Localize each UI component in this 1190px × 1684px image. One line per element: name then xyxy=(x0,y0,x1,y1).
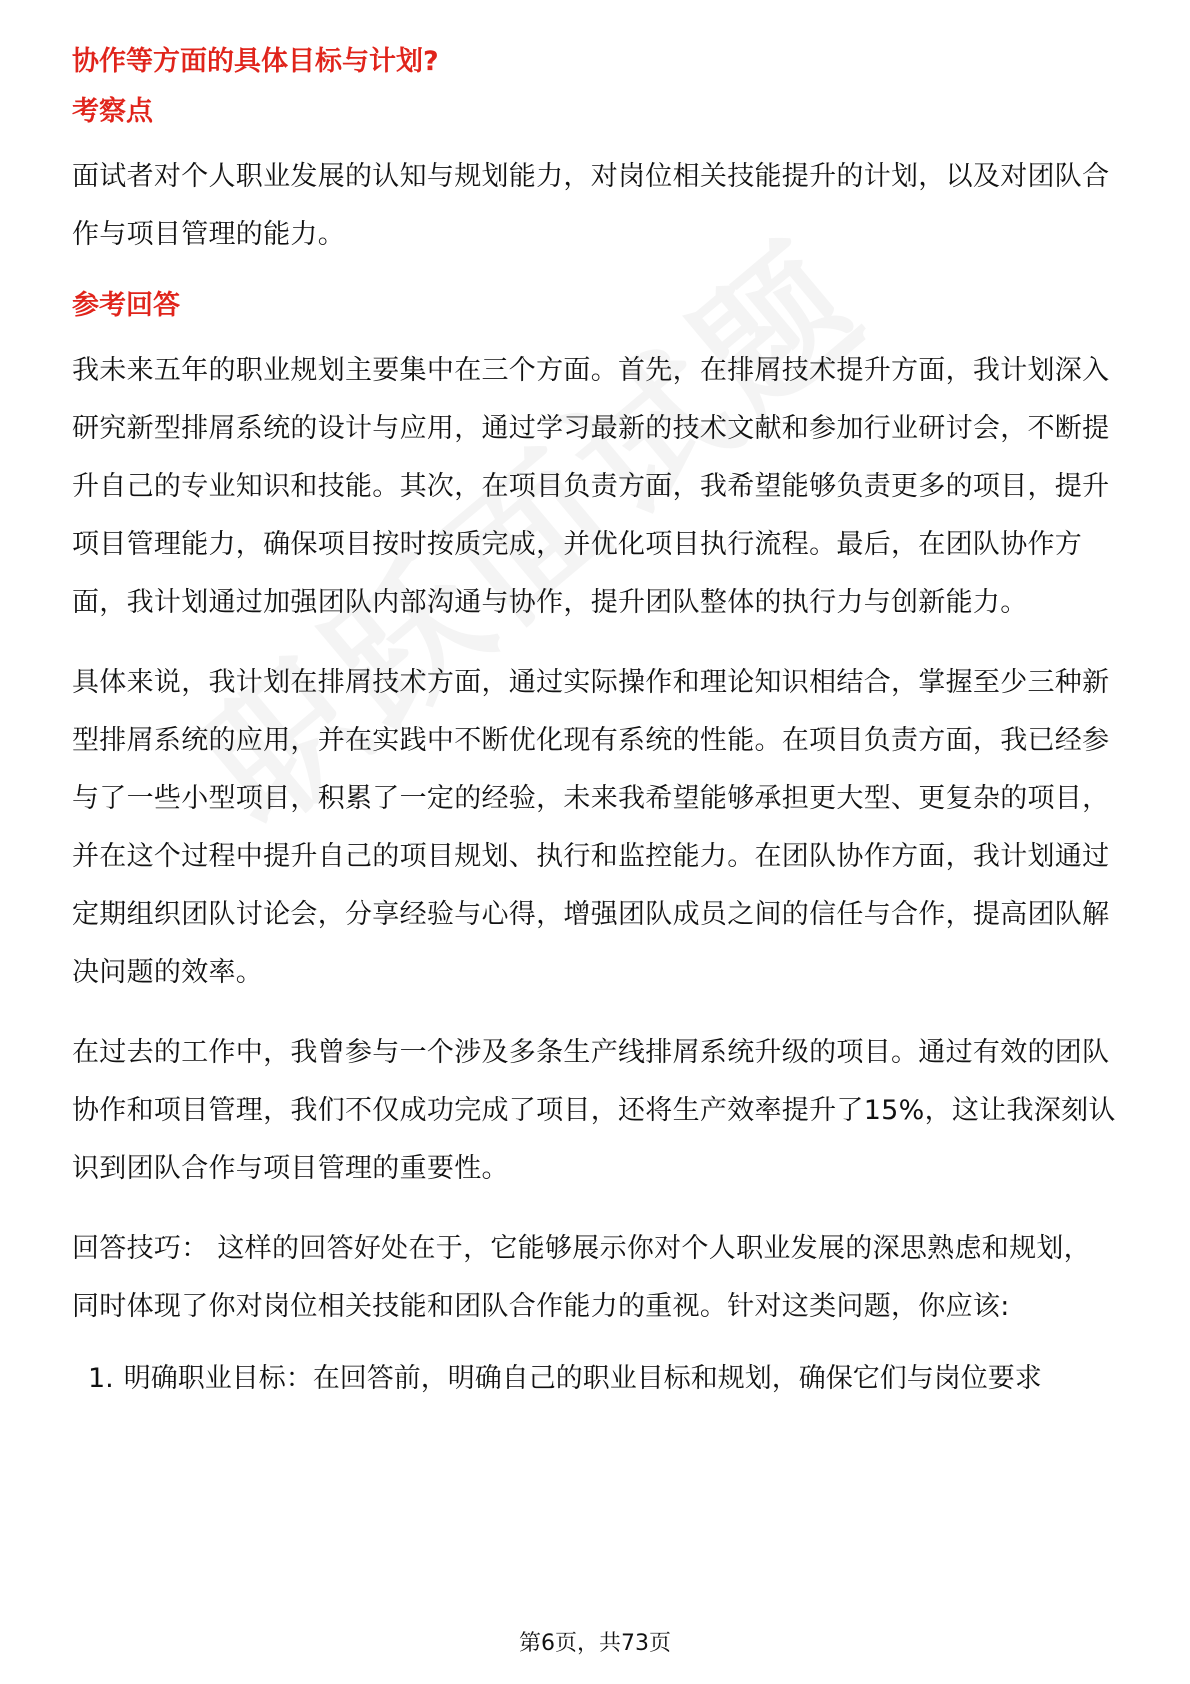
list-item xyxy=(72,1350,1118,1408)
list-item-text: 明确职业目标：在回答前，明确自己的职业目标和规划，确保它们与岗位要求 xyxy=(123,1363,1042,1394)
list-item-number: 1. xyxy=(88,1363,114,1394)
answer-paragraph-1: 我未来五年的职业规划主要集中在三个方面。首先，在排屑技术提升方面，我计划深入研究新型排屑系统的设计与应用，通过学习最新的技术文献和参加行业研讨会，不断提升自己的专业知识和技能。其次，在项目负责方面，我希望能够负责更多的项目，提升项目管理能力，确保项目按时按质完成，并优化项目执行流程。最后，在团队协作方面，我计划通过加强团队内部沟通与协作，提升团队整体的执行力与创新能力。 xyxy=(72,355,1110,618)
answer-paragraph-2: 具体来说，我计划在排屑技术方面，通过实际操作和理论知识相结合，掌握至少三种新型排屑系统的应用，并在实践中不断优化现有系统的性能。在项目负责方面，我已经参与了一些小型项目，积累了一定的经验，未来我希望能够承担更大型、更复杂的项目，并在这个过程中提升自己的项目规划、执行和监控能力。在团队协作方面，我计划通过定期组织团队讨论会，分享经验与心得，增强团队成员之间的信任与合作，提高团队解决问题的效率。 xyxy=(72,667,1110,988)
tips-paragraph: 回答技巧： 这样的回答好处在于，它能够展示你对个人职业发展的深思熟虑和规划，同时体现了你对岗位相关技能和团队合作能力的重视。针对这类问题，你应该: xyxy=(72,1233,1091,1322)
page-content xyxy=(72,42,1118,1408)
page-footer: 第6页，共73页 xyxy=(519,1631,671,1656)
answer-paragraph-3: 在过去的工作中，我曾参与一个涉及多条生产线排屑系统升级的项目。通过有效的团队协作和项目管理，我们不仅成功完成了项目，还将生产效率提升了15%，这让我深刻认识到团队合作与项目管理的重要性。 xyxy=(72,1037,1116,1184)
question-heading: 协作等方面的具体目标与计划? xyxy=(72,46,439,77)
answer-heading: 参考回答 xyxy=(72,290,180,321)
focus-paragraph: 面试者对个人职业发展的认知与规划能力，对岗位相关技能提升的计划，以及对团队合作与项目管理的能力。 xyxy=(72,161,1110,250)
focus-heading: 考察点 xyxy=(72,96,153,127)
